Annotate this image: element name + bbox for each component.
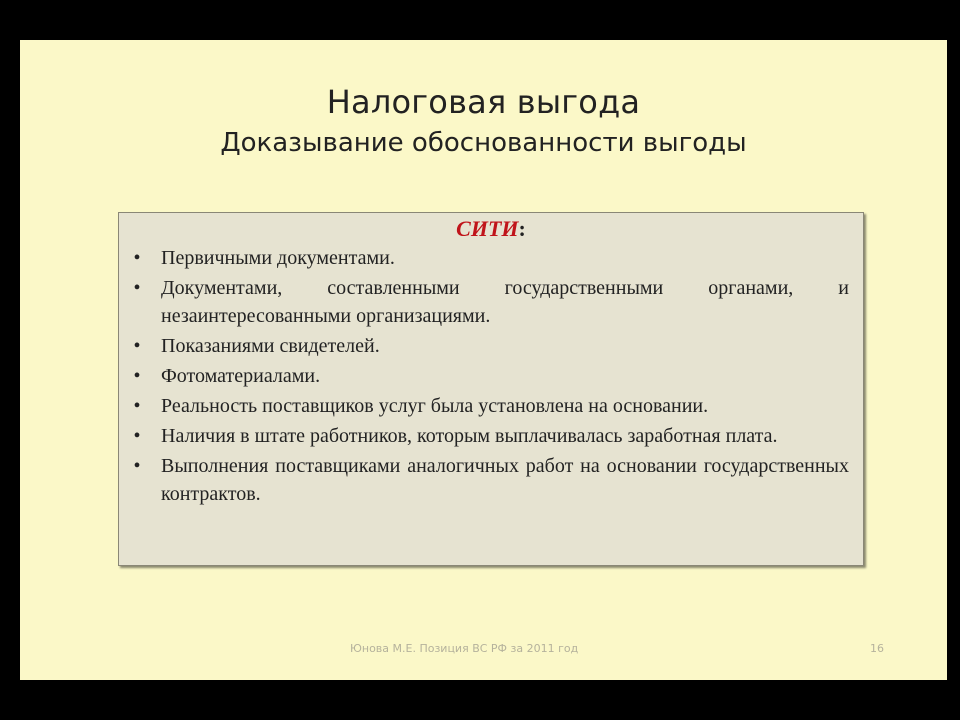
list-item xyxy=(127,422,849,450)
slide xyxy=(20,40,947,680)
bullet-list xyxy=(127,244,849,510)
box-header-suffix: : xyxy=(518,216,526,241)
slide-footer: Юнова М.Е. Позиция ВС РФ за 2011 год xyxy=(350,642,579,655)
bullet-icon: • xyxy=(133,365,141,387)
content-box xyxy=(118,212,864,566)
bullet-icon: • xyxy=(133,277,141,299)
list-item xyxy=(127,274,849,330)
bullet-icon: • xyxy=(133,395,141,417)
list-item-text: Реальность поставщиков услуг была установлена на основании. xyxy=(161,395,709,417)
slide-title: Налоговая выгода xyxy=(326,83,641,121)
bullet-icon: • xyxy=(133,247,141,269)
box-header-highlight: СИТИ xyxy=(456,216,519,241)
list-item xyxy=(127,452,849,508)
list-item xyxy=(127,362,849,390)
bullet-icon: • xyxy=(133,335,141,357)
bullet-icon: • xyxy=(133,425,141,447)
list-item xyxy=(127,332,849,360)
list-item-text: Фотоматериалами. xyxy=(161,365,321,387)
list-item-text: Первичными документами. xyxy=(161,247,395,269)
page-number: 16 xyxy=(870,642,884,655)
list-item xyxy=(127,244,849,272)
list-item-text: Показаниями свидетелей. xyxy=(161,335,380,357)
box-header xyxy=(119,216,863,242)
list-item-text: Выполнения поставщиками аналогичных работ на основании государственных контрактов. xyxy=(161,455,849,505)
list-item xyxy=(127,392,849,420)
bullet-icon: • xyxy=(133,455,141,477)
list-item-text: Документами, составленными государственными органами, и незаинтересованными организациями. xyxy=(161,277,849,327)
slide-subtitle: Доказывание обоснованности выгоды xyxy=(220,128,747,158)
list-item-text: Наличия в штате работников, которым выплачивалась заработная плата. xyxy=(161,425,778,447)
